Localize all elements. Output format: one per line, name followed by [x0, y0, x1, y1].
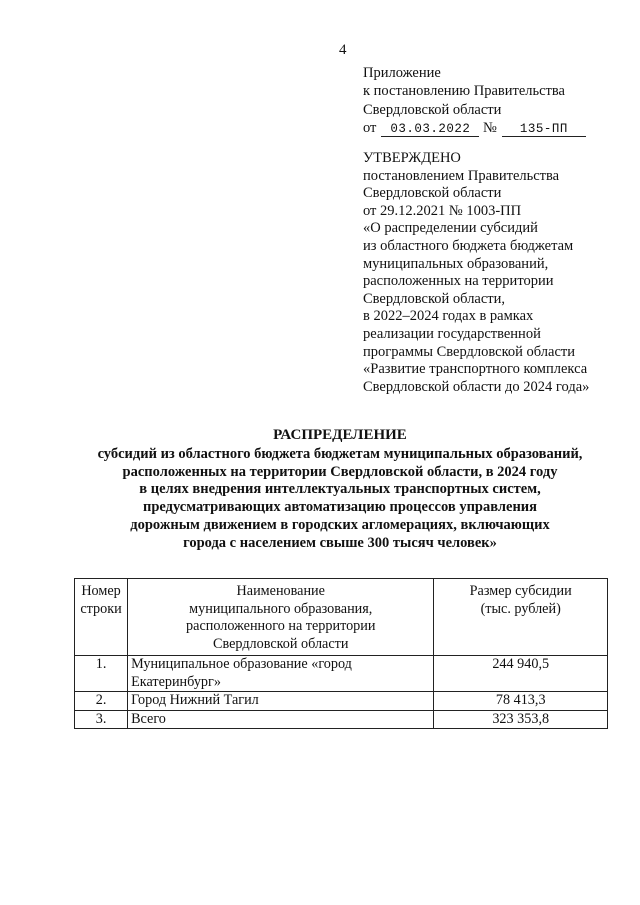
approved-line: УТВЕРЖДЕНО	[363, 150, 461, 166]
approved-line: из областного бюджета бюджетам	[363, 237, 574, 254]
row-number: 3.	[75, 710, 128, 729]
appendix-region: Свердловской области	[363, 101, 502, 118]
row-number: 1.	[75, 656, 128, 692]
table-row	[75, 692, 608, 711]
row-number: 2.	[75, 692, 128, 711]
distribution-table	[74, 578, 608, 729]
header-row-number: Номер строки	[75, 579, 128, 656]
heading-line: дорожным движением в городских агломерациях, включающих	[130, 516, 550, 533]
total-label: Всего	[128, 710, 434, 729]
approved-line: муниципальных образований,	[363, 255, 549, 272]
header-subsidy-amount: Размер субсидии (тыс. рублей)	[434, 579, 608, 656]
appendix-block	[363, 64, 623, 137]
heading-line: расположенных на территории Свердловской области, в 2024 году	[122, 463, 558, 480]
subsidy-amount: 78 413,3	[434, 692, 608, 711]
approved-block	[363, 150, 633, 396]
table-row	[75, 656, 608, 692]
page-number: 4	[339, 42, 347, 58]
approved-line: реализации государственной	[363, 325, 541, 342]
decree-date: 03.03.2022	[381, 122, 479, 137]
table-row-total	[75, 710, 608, 729]
approved-line: расположенных на территории	[363, 273, 554, 290]
date-prefix: от	[363, 119, 377, 136]
document-title: РАСПРЕДЕЛЕНИЕ	[273, 427, 407, 443]
approved-line: программы Свердловской области	[363, 343, 576, 360]
approved-line: в 2022–2024 годах в рамках	[363, 308, 534, 325]
approved-line: Свердловской области	[363, 185, 502, 202]
approved-line: от 29.12.2021 № 1003-ПП	[363, 202, 522, 219]
appendix-title: Приложение	[363, 65, 441, 81]
municipality-name: Город Нижний Тагил	[128, 692, 434, 711]
heading-line: субсидий из областного бюджета бюджетам муниципальных образований,	[97, 445, 583, 462]
appendix-decree: к постановлению Правительства	[363, 83, 565, 100]
appendix-date-line	[363, 119, 623, 137]
approved-line: Свердловской области до 2024 года»	[363, 378, 590, 395]
subsidy-amount: 244 940,5	[434, 656, 608, 692]
heading-line: города с населением свыше 300 тысяч человек»	[183, 534, 497, 551]
total-amount: 323 353,8	[434, 710, 608, 729]
approved-line: «Развитие транспортного комплекса	[363, 361, 588, 378]
number-sign: №	[483, 119, 497, 136]
header-municipality: Наименование муниципального образования, расположенного на территории Свердловской области	[128, 579, 434, 656]
approved-line: Свердловской области,	[363, 290, 506, 307]
municipality-name: Муниципальное образование «город Екатеринбург»	[128, 656, 434, 692]
heading-line: в целях внедрения интеллектуальных транспортных систем,	[139, 481, 541, 498]
heading-line: предусматривающих автоматизацию процессов управления	[142, 499, 538, 516]
approved-line: постановлением Правительства	[363, 167, 560, 184]
table-header-row	[75, 579, 608, 656]
decree-number: 135-ПП	[502, 122, 586, 137]
document-heading	[60, 427, 620, 553]
approved-line: «О распределении субсидий	[363, 220, 538, 237]
